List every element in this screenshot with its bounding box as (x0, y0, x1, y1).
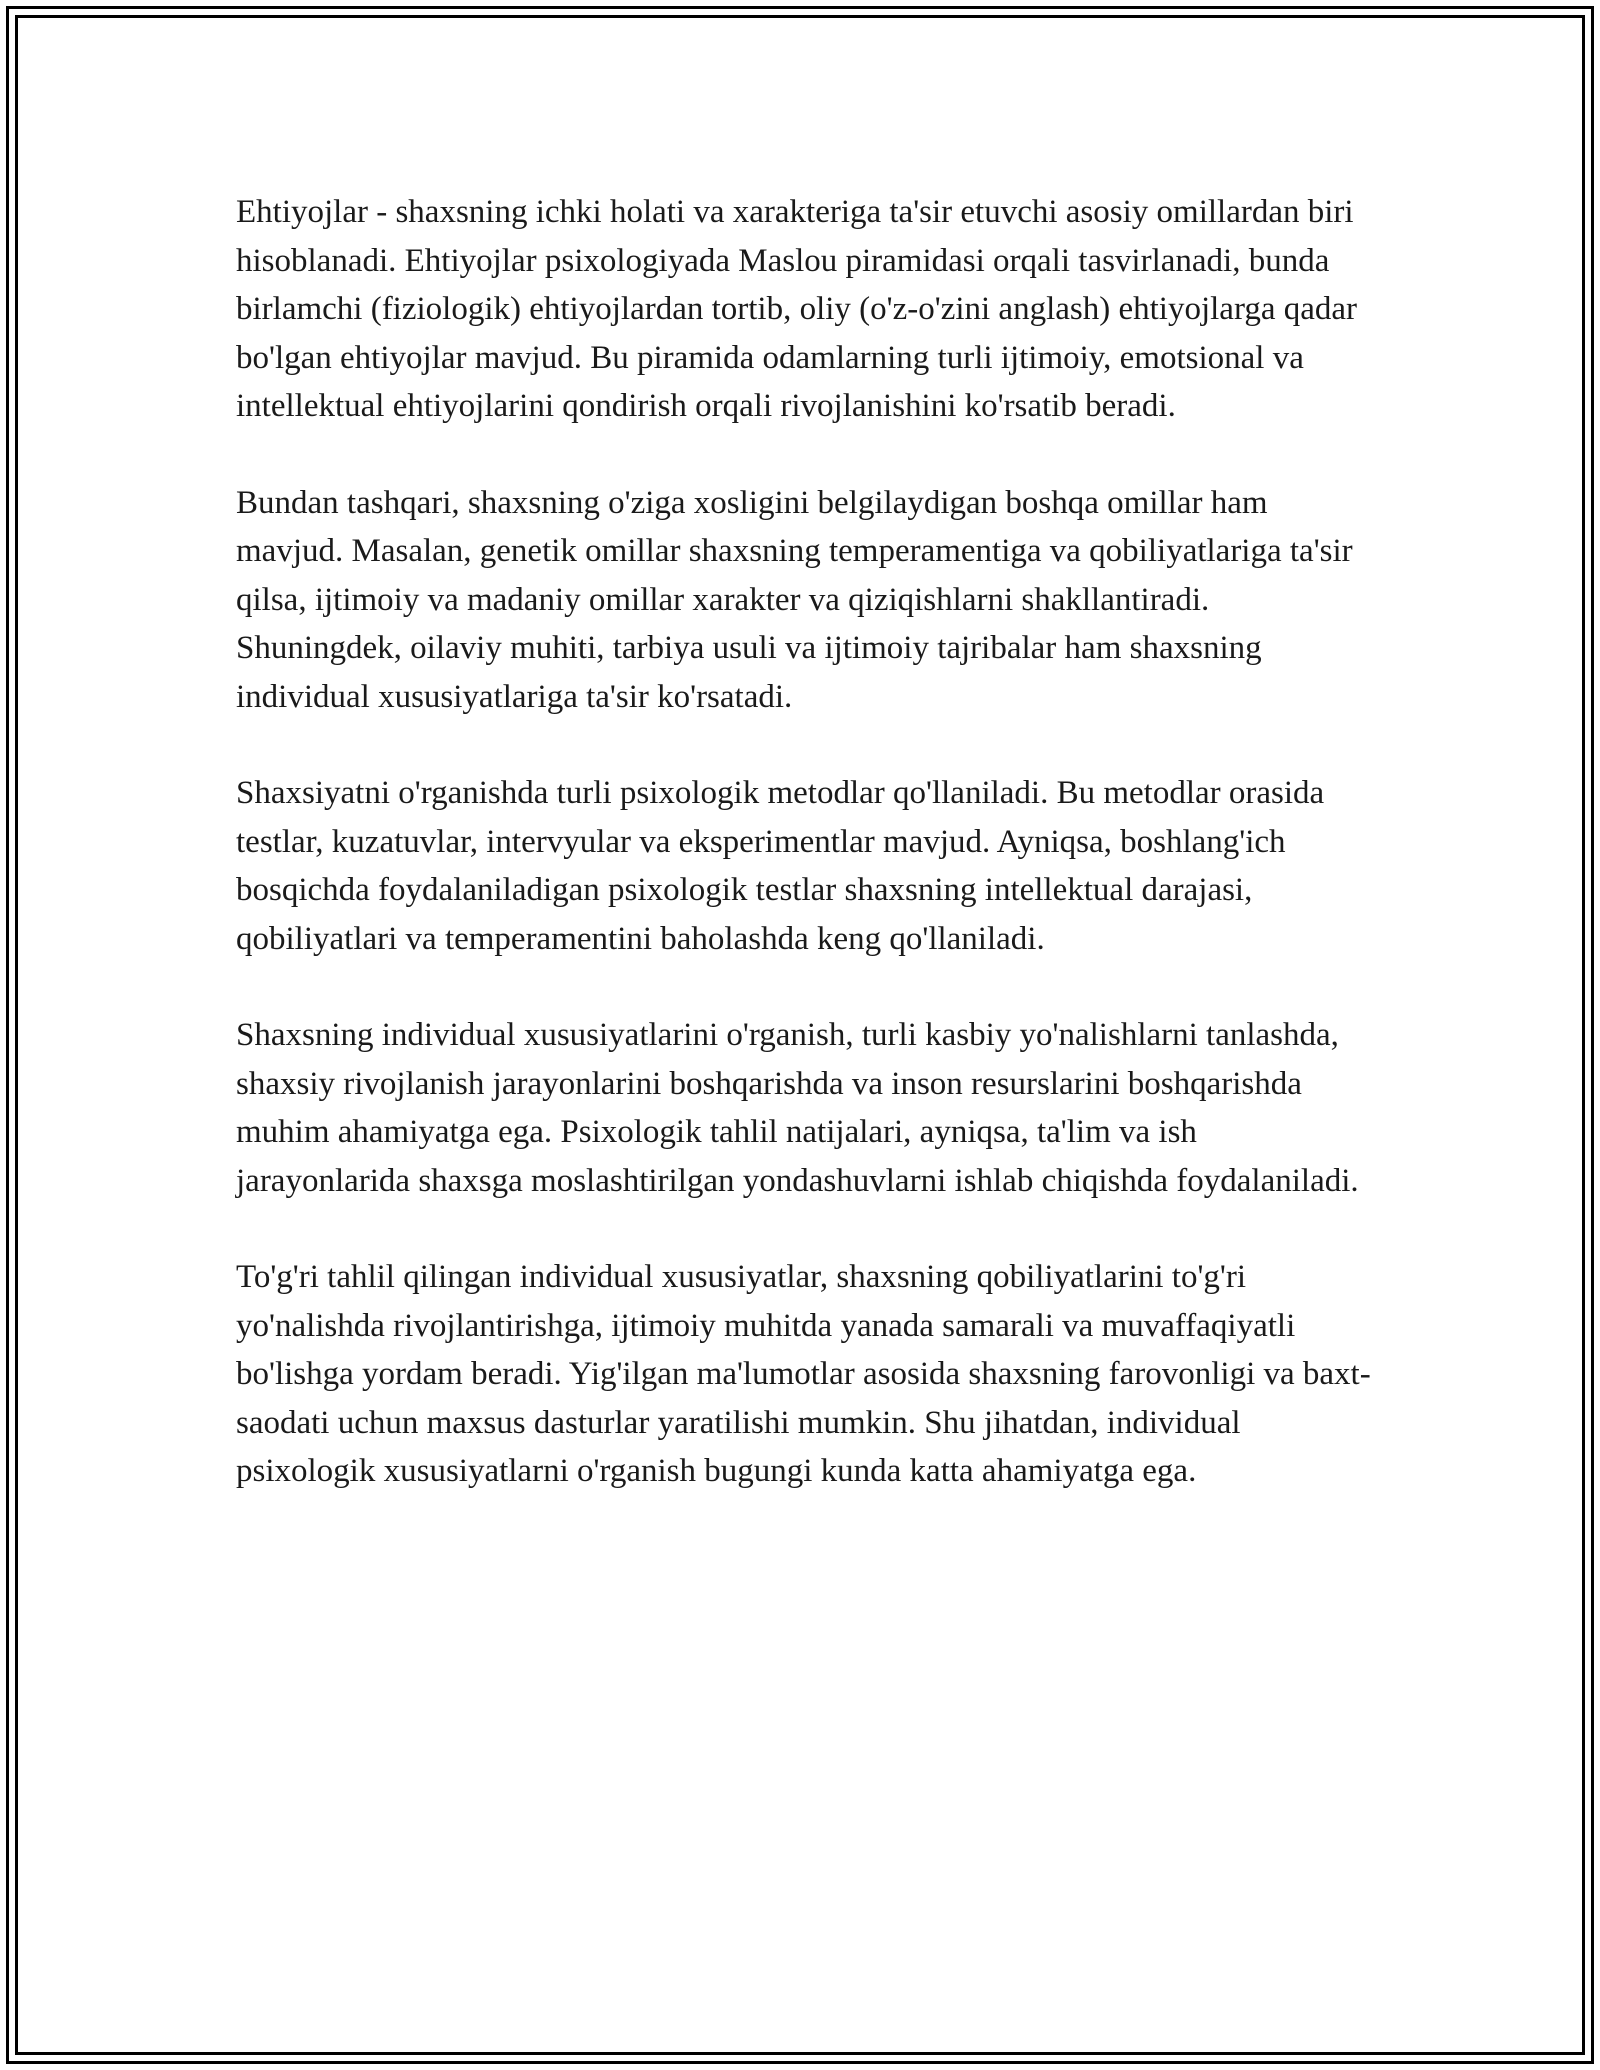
paragraph-4: Shaxsning individual xususiyatlarini o'rganish, turli kasbiy yo'nalishlarni tanlashda, shaxsiy rivojlanish jarayonlarini boshqarishda va inson resurslarini boshqarishda muhim ahamiyatga ega. Psixologik tahlil natijalari, ayniqsa, ta'lim va ish jarayonlarida shaxsga moslashtirilgan yondashuvlarni ishlab chiqishda foydalaniladi. (236, 1017, 1359, 1199)
paragraph-3: Shaxsiyatni o'rganishda turli psixologik metodlar qo'llaniladi. Bu metodlar orasida testlar, kuzatuvlar, intervyular va eksperimentlar mavjud. Ayniqsa, boshlang'ich bosqichda foydalaniladigan psixologik testlar shaxsning intellektual darajasi, qobiliyatlari va temperamentini baholashda keng qo'llaniladi. (236, 775, 1325, 957)
paragraph-2: Bundan tashqari, shaxsning o'ziga xosligini belgilaydigan boshqa omillar ham mavjud. Masalan, genetik omillar shaxsning temperamentiga va qobiliyatlariga ta'sir qilsa, ijtimoiy va madaniy omillar xarakter va qiziqishlarni shakllantiradi. Shuningdek, oilaviy muhiti, tarbiya usuli va ijtimoiy tajribalar ham shaxsning individual xususiyatlariga ta'sir ko'rsatadi. (236, 484, 1353, 715)
paragraph-5: To'g'ri tahlil qilingan individual xususiyatlar, shaxsning qobiliyatlarini to'g'ri yo'nalishda rivojlantirishga, ijtimoiy muhitda yanada samarali va muvaffaqiyatli bo'lishga yordam beradi. Yig'ilgan ma'lumotlar asosida shaxsning farovonligi va baxt-saodati uchun maxsus dasturlar yaratilishi mumkin. Shu jihatdan, individual psixologik xususiyatlarni o'rganish bugungi kunda katta ahamiyatga ega. (236, 1259, 1371, 1489)
paragraph-1: Ehtiyojlar - shaxsning ichki holati va xarakteriga ta'sir etuvchi asosiy omillardan biri hisoblanadi. Ehtiyojlar psixologiyada Maslou piramidasi orqali tasvirlanadi, bunda birlamchi (fiziologik) ehtiyojlardan tortib, oliy (o'z-o'zini anglash) ehtiyojlarga qadar bo'lgan ehtiyojlar mavjud. Bu piramida odamlarning turli ijtimoiy, emotsional va intellektual ehtiyojlarini qondirish orqali rivojlanishini ko'rsatib beradi. (236, 194, 1358, 424)
document-body (236, 188, 1372, 1544)
